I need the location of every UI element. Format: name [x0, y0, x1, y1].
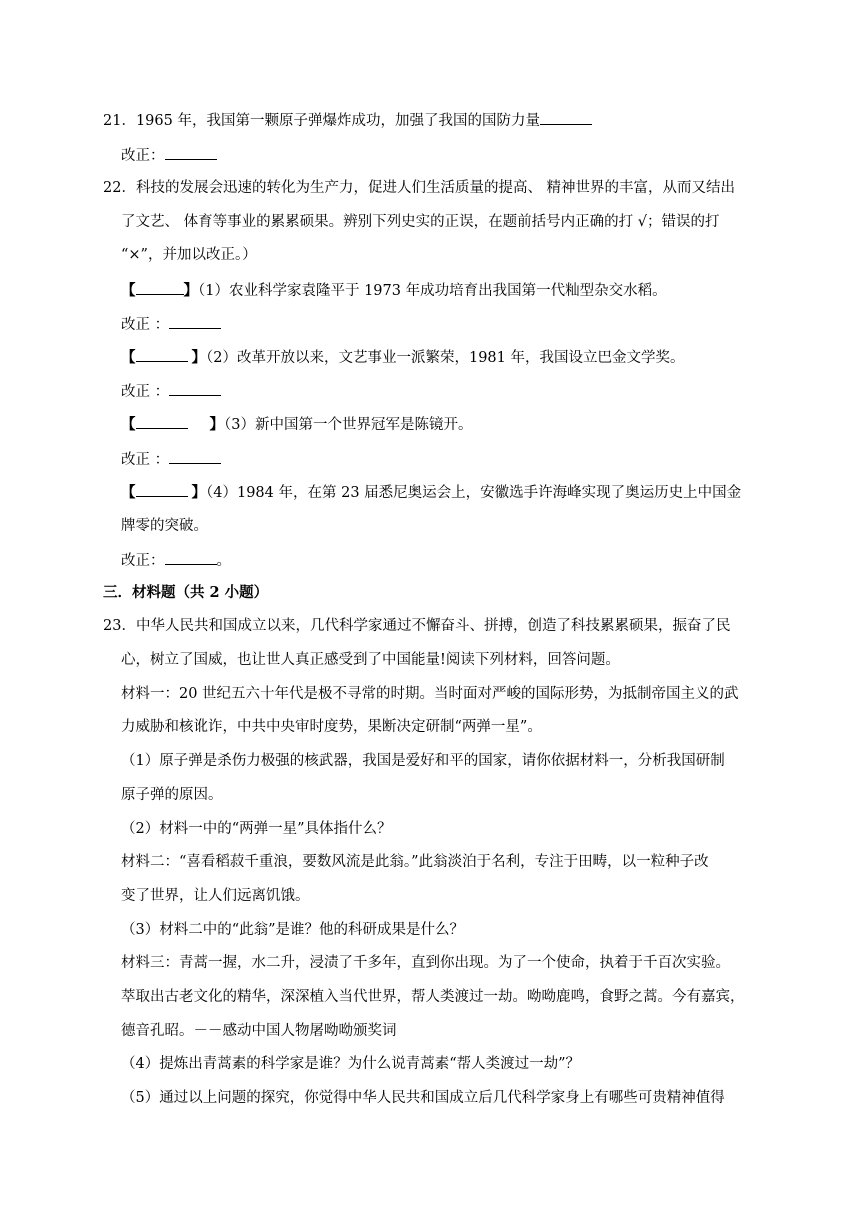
answer-blank[interactable] [540, 110, 592, 125]
material-2-line-2: 变了世界，让人们远离饥饿。 [121, 888, 310, 904]
bracket-close: 】 [191, 484, 206, 501]
material-1-line-2: 力威胁和核讹诈，中共中央审时度势，果断决定研制“两弹一星”。 [121, 719, 542, 735]
question-22-item-4 [121, 482, 741, 503]
question-23-intro-1: 23．中华人民共和国成立以来，几代科学家通过不懈奋斗、拼搏，创造了科技累累硕果，振奋了民 [103, 618, 731, 634]
item-text: （3）新中国第一个世界冠军是陈镜开。 [224, 417, 473, 433]
correction-blank[interactable] [169, 314, 221, 329]
bracket-close: 】 [191, 349, 206, 366]
correction-suffix: 。 [216, 553, 231, 569]
material-3-line-2: 萃取出古老文化的精华，深深植入当代世界，帮人类渡过一劫。呦呦鹿鸣，食野之蒿。今有嘉宾， [121, 989, 745, 1005]
material-3-line-1: 材料三：青蒿一握，水二升，浸渍了千多年，直到你出现。为了一个使命，执着于千百次实验。 [121, 955, 730, 971]
bracket-open: 【 [121, 484, 136, 501]
item-text: （4）1984 年，在第 23 届悉尼奥运会上，安徽选手许海峰实现了奥运历史上中国金 [206, 485, 742, 501]
question-22-line2: 了文艺、 体育等事业的累累硕果。辨别下列史实的正误，在题前括号内正确的打 √；错误的打 [121, 214, 720, 230]
sub-question-5: （5）通过以上问题的探究，你觉得中华人民共和国成立后几代科学家身上有哪些可贵精神值得 [121, 1090, 725, 1106]
sub-question-2: （2）材料一中的“两弹一星”具体指什么？ [121, 821, 392, 837]
material-2-line-1: 材料二：“喜看稻菽千重浪，要数风流是此翁。”此翁淡泊于名利，专注于田畴，以一粒种子改 [121, 854, 709, 870]
correction-label: 改正 ： [121, 317, 170, 333]
sub-question-1-line-2: 原子弹的原因。 [121, 787, 223, 803]
material-3-line-3: 德音孔昭。－－感动中国人物屠呦呦颁奖词 [121, 1023, 397, 1039]
bracket-open: 【 [121, 349, 136, 366]
question-22-line1: 22．科技的发展会迅速的转化为生产力，促进人们生活质量的提高、 精神世界的丰富，从而又结出 [103, 180, 736, 196]
correction-label: 改正： [121, 148, 165, 164]
question-22-item-2-correction [121, 381, 221, 402]
question-22-item-4-cont: 牌零的突破。 [121, 518, 208, 534]
question-22-item-3-correction [121, 449, 221, 470]
question-21 [103, 110, 592, 131]
question-23-intro-2: 心，树立了国威，也让世人真正感受到了中国能量!阅读下列材料，回答问题。 [121, 652, 620, 668]
correction-blank[interactable] [165, 550, 217, 565]
judgement-blank[interactable] [136, 347, 188, 362]
question-22-item-4-correction [121, 550, 231, 571]
question-22-item-3 [121, 414, 472, 435]
bracket-close: 】 [183, 282, 198, 299]
question-22-item-1 [121, 280, 667, 301]
question-21-correction [121, 145, 217, 166]
judgement-blank[interactable] [136, 482, 188, 497]
bracket-open: 【 [121, 416, 136, 433]
section-3-title: 三．材料题（共 2 小题） [103, 584, 269, 601]
question-22-line3: “×”，并加以改正。） [121, 247, 257, 263]
correction-blank[interactable] [165, 145, 217, 160]
judgement-blank[interactable] [136, 280, 184, 295]
correction-label: 改正 ： [121, 452, 170, 468]
bracket-open: 【 [121, 282, 136, 299]
item-text: （2）改革开放以来，文艺事业一派繁荣，1981 年，我国设立巴金文学奖。 [206, 350, 685, 366]
material-1-line-1: 材料一：20 世纪五六十年代是极不寻常的时期。当时面对严峻的国际形势，为抵制帝国主义的武 [121, 686, 739, 702]
sub-question-3: （3）材料二中的“此翁”是谁？他的科研成果是什么？ [121, 922, 465, 938]
correction-label: 改正： [121, 553, 165, 569]
item-text: （1）农业科学家袁隆平于 1973 年成功培育出我国第一代籼型杂交水稻。 [198, 283, 667, 299]
question-22-item-2 [121, 347, 684, 368]
bracket-close: 】 [209, 416, 224, 433]
sub-question-1-line-1: （1）原子弹是杀伤力极强的核武器，我国是爱好和平的国家，请你依据材料一，分析我国研制 [121, 753, 725, 769]
sub-question-4: （4）提炼出青蒿素的科学家是谁？为什么说青蒿素“帮人类渡过一劫”？ [121, 1056, 581, 1072]
question-22-item-1-correction [121, 314, 221, 335]
correction-blank[interactable] [169, 449, 221, 464]
correction-label: 改正 ： [121, 384, 170, 400]
question-21-text: 21．1965 年，我国第一颗原子弹爆炸成功，加强了我国的国防力量 [103, 113, 540, 129]
judgement-blank[interactable] [136, 414, 188, 429]
correction-blank[interactable] [169, 381, 221, 396]
